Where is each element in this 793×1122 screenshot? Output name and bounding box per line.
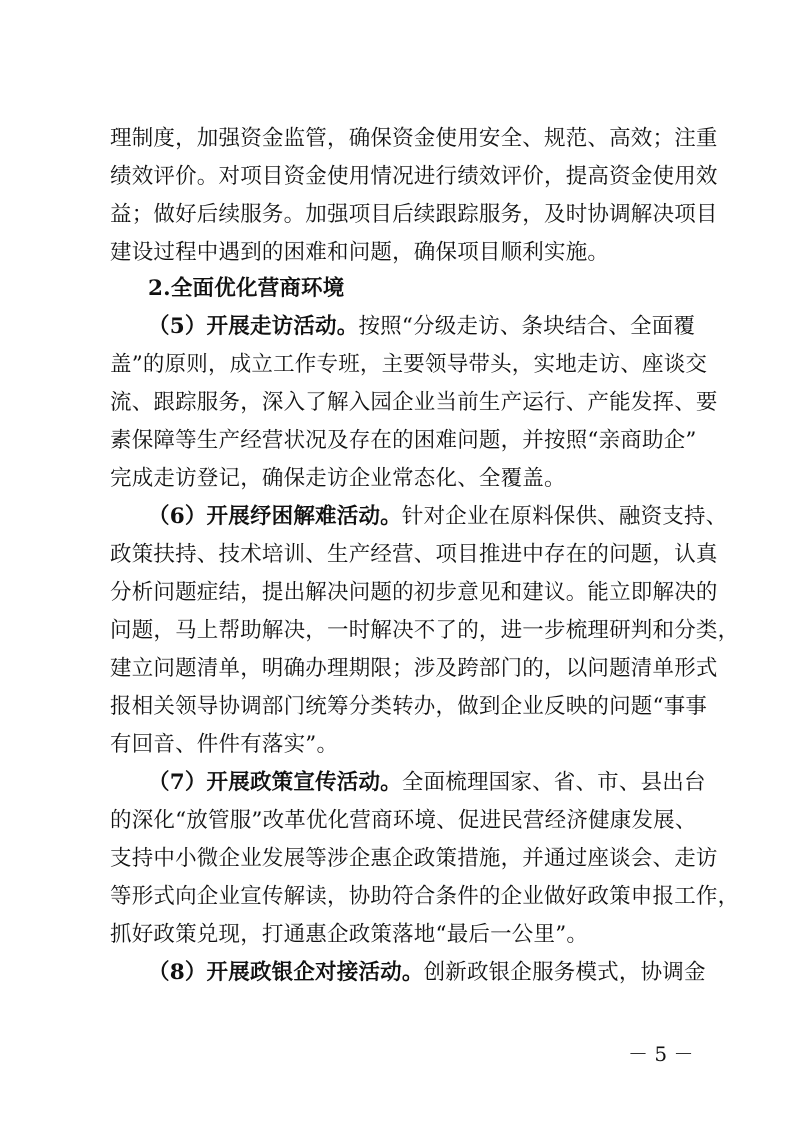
- item-6-line: 报相关领导协调部门统筹分类转办，做到企业反映的问题“事事: [110, 694, 708, 719]
- item-7-line: 等形式向企业宣传解读，协助符合条件的企业做好政策申报工作，: [110, 884, 740, 909]
- item-5-heading: （5）开展走访活动。: [148, 314, 359, 339]
- item-5-first-text: 按照“分级走访、条块结合、全面覆: [358, 314, 696, 339]
- item-7-first-text: 全面梳理国家、省、市、县出台: [401, 770, 706, 795]
- item-6-line: 政策扶持、技术培训、生产经营、项目推进中存在的问题，认真: [110, 542, 718, 567]
- item-8-first-line: [148, 956, 706, 990]
- item-5-line: 完成走访登记，确保走访企业常态化、全覆盖。: [110, 466, 566, 491]
- item-6-heading: （6）开展纾困解难活动。: [148, 504, 402, 529]
- item-5-line: 盖”的原则，成立工作专班，主要领导带头，实地走访、座谈交: [110, 352, 708, 377]
- intro-line-2: 绩效评价。对项目资金使用情况进行绩效评价，提高资金使用效: [110, 164, 718, 189]
- item-6-line: 分析问题症结，提出解决问题的初步意见和建议。能立即解决的: [110, 580, 718, 605]
- section-heading: 2.全面优化营商环境: [148, 276, 345, 301]
- item-7-line: 抓好政策兑现，打通惠企政策落地“最后一公里”。: [110, 922, 589, 947]
- item-6-line: 有回音、件件有落实”。: [110, 732, 339, 757]
- item-7-heading: （7）开展政策宣传活动。: [148, 770, 402, 795]
- intro-line-1: 理制度，加强资金监管，确保资金使用安全、规范、高效；注重: [110, 126, 718, 151]
- page-number: － 5 －: [628, 1042, 694, 1066]
- item-7-first-line: [148, 766, 706, 800]
- intro-line-3: 益；做好后续服务。加强项目后续跟踪服务，及时协调解决项目: [110, 202, 718, 227]
- item-5-first-line: [148, 310, 700, 344]
- intro-line-4: 建设过程中遇到的困难和问题，确保项目顺利实施。: [110, 240, 610, 265]
- item-7-line: 支持中小微企业发展等涉企惠企政策措施，并通过座谈会、走访: [110, 846, 718, 871]
- item-6-first-line: [148, 500, 728, 534]
- item-7-line: 的深化“放管服”改革优化营商环境、促进民营经济健康发展、: [110, 808, 697, 833]
- item-6-first-text: 针对企业在原料保供、融资支持、: [401, 504, 728, 529]
- item-8-first-text: 创新政银企服务模式，协调金: [423, 960, 706, 985]
- item-6-line: 建立问题清单，明确办理期限；涉及跨部门的，以问题清单形式: [110, 656, 718, 681]
- item-6-line: 问题，马上帮助解决，一时解决不了的，进一步梳理研判和分类，: [110, 618, 740, 643]
- item-5-line: 流、跟踪服务，深入了解入园企业当前生产运行、产能发挥、要: [110, 390, 718, 415]
- item-5-line: 素保障等生产经营状况及存在的困难问题，并按照“亲商助企”: [110, 428, 697, 453]
- item-8-heading: （8）开展政银企对接活动。: [148, 960, 424, 985]
